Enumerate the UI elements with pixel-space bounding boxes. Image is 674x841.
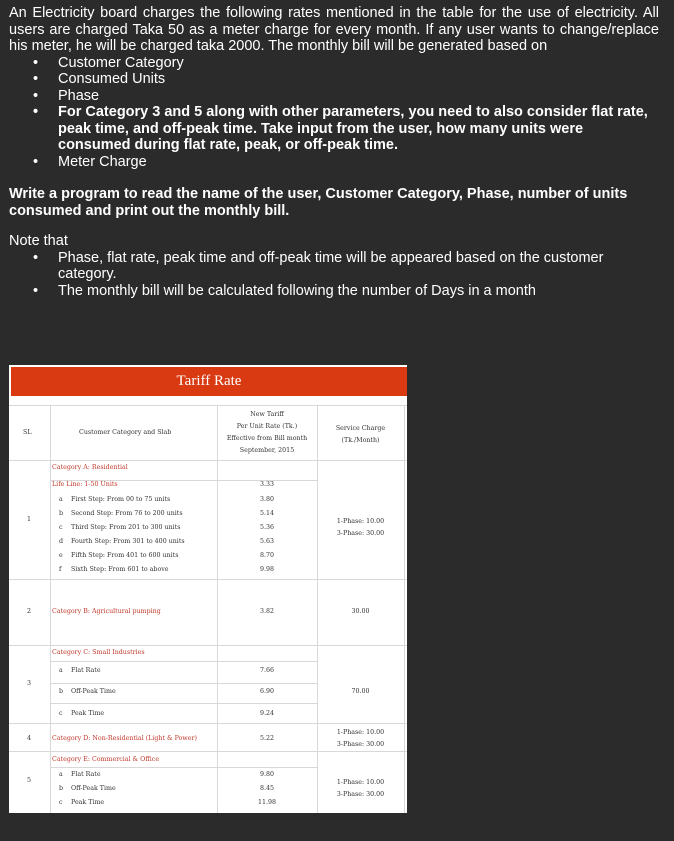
row3-category: Category C: Small Industries — [52, 649, 145, 656]
slab-rate: 9.80 — [259, 771, 275, 778]
bill-factors-list — [9, 55, 659, 171]
slab-rate: 5.63 — [259, 538, 275, 545]
row1-lifeline: Life Line: 1-50 Units — [52, 481, 118, 488]
slab-letter: b — [59, 510, 64, 517]
slab-rate: 6.90 — [259, 688, 275, 695]
list-item: • Phase — [9, 88, 659, 105]
row4-sl: 4 — [27, 735, 32, 742]
row4-rate: 5.22 — [259, 735, 275, 742]
slab-rate: 11.98 — [257, 799, 277, 806]
tariff-table-image — [9, 365, 407, 813]
slab-label: Off-Peak Time — [71, 785, 116, 792]
row1-service: 1-Phase: 10.00 3-Phase: 30.00 — [336, 518, 385, 537]
slab-label: Flat Rate — [71, 771, 101, 778]
slab-label: Off-Peak Time — [71, 688, 116, 695]
slab-label: Fourth Step: From 301 to 400 units — [71, 538, 185, 545]
list-item: • Customer Category — [9, 55, 659, 72]
list-item: • Consumed Units — [9, 71, 659, 88]
slab-letter: e — [59, 552, 63, 559]
row1-sl: 1 — [27, 516, 32, 523]
slab-rate: 8.45 — [259, 785, 275, 792]
slab-letter: c — [59, 799, 63, 806]
header-category: Customer Category and Slab — [79, 429, 172, 436]
row1-lifeline-rate: 3.33 — [259, 481, 275, 488]
row2-sl: 2 — [27, 608, 32, 615]
slab-rate: 5.14 — [259, 510, 275, 517]
slab-label: Peak Time — [71, 799, 105, 806]
notes-list — [9, 250, 659, 300]
slab-label: Peak Time — [71, 710, 105, 717]
row4-category: Category D: Non-Residential (Light & Power) — [52, 735, 197, 742]
row5-sl: 5 — [27, 777, 32, 784]
slab-letter: a — [59, 667, 63, 674]
task-paragraph: Write a program to read the name of the user, Customer Category, Phase, number of units consumed and print out the monthly bill. — [9, 186, 628, 219]
row3-sl: 3 — [27, 680, 32, 687]
row2-category: Category B: Agricultural pumping — [52, 608, 161, 615]
slab-label: Third Step: From 201 to 300 units — [71, 524, 181, 531]
slab-label: First Step: From 00 to 75 units — [71, 496, 171, 503]
slab-label: Fifth Step: From 401 to 600 units — [71, 552, 179, 559]
header-sl: SL — [23, 429, 32, 436]
slab-rate: 9.24 — [259, 710, 275, 717]
slab-letter: a — [59, 496, 63, 503]
row5-category: Category E: Commercial & Office — [52, 756, 160, 763]
table-title: Tariff Rate — [11, 367, 407, 396]
list-item: • The monthly bill will be calculated following the number of Days in a month — [9, 283, 659, 300]
slab-rate: 5.36 — [259, 524, 275, 531]
row3-service: 70.00 — [351, 688, 370, 695]
slab-letter: b — [59, 688, 64, 695]
slab-rate: 7.66 — [259, 667, 275, 674]
slab-letter: f — [59, 566, 62, 573]
list-item: • Phase, flat rate, peak time and off-peak time will be appeared based on the customer category. — [9, 250, 659, 283]
list-item: • Meter Charge — [9, 154, 659, 171]
problem-statement — [9, 5, 659, 299]
slab-rate: 9.98 — [259, 566, 275, 573]
row5-service: 1-Phase: 10.00 3-Phase: 30.00 — [336, 779, 385, 798]
slab-letter: b — [59, 785, 64, 792]
slab-label: Second Step: From 76 to 200 units — [71, 510, 183, 517]
note-title: Note that — [9, 233, 68, 249]
header-rate: New Tariff Per Unit Rate (Tk.) Effective from Bill month September, 2015 — [226, 411, 308, 454]
slab-letter: d — [59, 538, 64, 545]
row2-rate: 3.82 — [259, 608, 275, 615]
list-item: • For Category 3 and 5 along with other parameters, you need to also consider flat rate, peak time, and off-peak time. Take input from the user, how many units were consumed during flat rate, peak, or off-peak time. — [9, 104, 659, 154]
row4-service: 1-Phase: 10.00 3-Phase: 30.00 — [336, 729, 385, 748]
slab-label: Sixth Step: From 601 to above — [71, 566, 169, 573]
slab-rate: 3.80 — [259, 496, 275, 503]
intro-paragraph: An Electricity board charges the following rates mentioned in the table for the use of electricity. All users are charged Taka 50 as a meter charge for every month. If any user wants to change/replace his meter, he will be charged taka 2000. The monthly bill will be generated based on — [9, 5, 659, 54]
row2-service: 30.00 — [351, 608, 370, 615]
slab-letter: a — [59, 771, 63, 778]
slab-rate: 8.70 — [259, 552, 275, 559]
slab-label: Flat Rate — [71, 667, 101, 674]
header-service: Service Charge (Tk./Month) — [335, 425, 386, 444]
row1-category: Category A: Residential — [52, 464, 128, 471]
slab-letter: c — [59, 524, 63, 531]
slab-letter: c — [59, 710, 63, 717]
